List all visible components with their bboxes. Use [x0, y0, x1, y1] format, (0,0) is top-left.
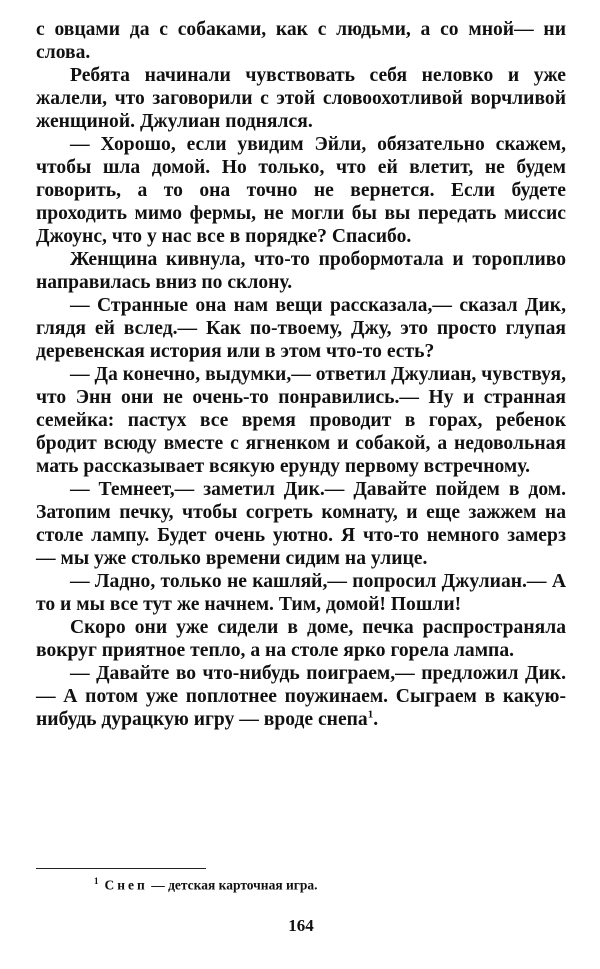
paragraph-10-text: — Давайте во что-нибудь поиграем,— предложил Дик.— А потом уже поплотнее поужинаем. Сыграем в какую-нибудь дурацкую игру — вроде снепа	[36, 663, 566, 730]
footnote-divider	[36, 868, 206, 869]
paragraph-2: Ребята начинали чувствовать себя неловко и уже жалели, что заговорили с этой словоохотливой ворчливой женщиной. Джулиан поднялся.	[36, 65, 566, 132]
footnote	[94, 876, 318, 894]
paragraph-5: — Странные она нам вещи рассказала,— сказал Дик, глядя ей вслед.— Как по-твоему, Джу, это просто глупая деревенская история или в этом что-то есть?	[36, 295, 566, 362]
footnote-mark: 1	[94, 876, 99, 886]
footnote-reference[interactable]: 1	[367, 708, 374, 721]
paragraph-3: — Хорошо, если увидим Эйли, обязательно скажем, чтобы шла домой. Но только, что ей влетит, не будем говорить, а то она точно не вернется. Если будете проходить мимо фермы, не могли бы вы передать миссис Джоунс, что у нас все в порядке? Спасибо.	[36, 134, 566, 247]
footnote-term: Снеп	[104, 877, 148, 893]
paragraph-10-end: .	[373, 709, 379, 730]
body-text	[36, 18, 566, 731]
paragraph-4: Женщина кивнула, что-то пробормотала и торопливо направилась вниз по склону.	[36, 249, 566, 293]
paragraph-7: — Темнеет,— заметил Дик.— Давайте пойдем в дом. Затопим печку, чтобы согреть комнату, и еще зажжем на столе лампу. Будет очень уютно. Я что-то немного замерз — мы уже столько времени сидим на улице.	[36, 479, 566, 569]
paragraph-10	[36, 662, 566, 731]
footnote-definition: — детская карточная игра.	[151, 877, 318, 893]
paragraph-9: Скоро они уже сидели в доме, печка распространяла вокруг приятное тепло, а на столе ярко горела лампа.	[36, 617, 566, 661]
paragraph-6: — Да конечно, выдумки,— ответил Джулиан, чувствуя, что Энн они не очень-то понравились.— Ну и странная семейка: пастух все время проводит в горах, ребенок бродит всюду вместе с ягненком и собакой, а недовольная мать рассказывает всякую ерунду первому встречному.	[36, 364, 566, 477]
book-page	[36, 18, 566, 935]
page-number: 164	[288, 916, 314, 935]
paragraph-8: — Ладно, только не кашляй,— попросил Джулиан.— А то и мы все тут же начнем. Тим, домой! Пошли!	[36, 571, 566, 615]
paragraph-1: с овцами да с собаками, как с людьми, а со мной— ни слова.	[36, 19, 566, 63]
